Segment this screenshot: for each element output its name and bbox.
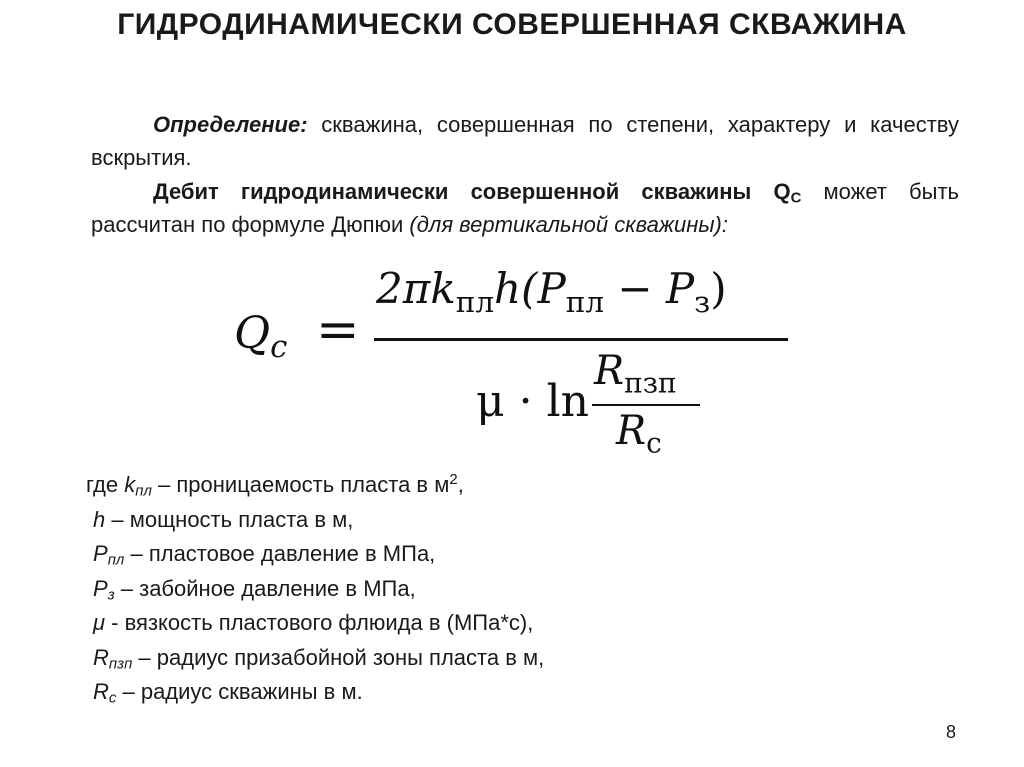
formula-num-d: ) bbox=[710, 264, 727, 313]
definition-text: – мощность пласта в м, bbox=[105, 506, 354, 532]
page-number: 8 bbox=[946, 722, 957, 742]
formula-ratio-den-sub: с bbox=[646, 426, 662, 460]
definition-sub: з bbox=[107, 586, 115, 604]
formula-num-b: h(P bbox=[494, 264, 566, 313]
definition-symbol: R bbox=[93, 679, 109, 704]
definition-symbol: P bbox=[93, 541, 108, 566]
definition-text: – радиус скважины в м. bbox=[116, 679, 363, 704]
formula-ratio-num-sub: пзп bbox=[624, 366, 677, 400]
variable-definitions bbox=[86, 468, 786, 710]
formula-ratio-bar bbox=[592, 404, 700, 406]
formula-numerator bbox=[376, 264, 727, 319]
definition-symbol: R bbox=[93, 644, 109, 670]
definition-text: – пластовое давление в МПа, bbox=[124, 541, 436, 566]
debit-bold-text: Дебит гидродинамически совершенной скважины Q bbox=[153, 179, 791, 204]
definition-text: скважина, совершенная по степени, характеру и качеству вскрытия. bbox=[91, 112, 959, 170]
definition-symbol: P bbox=[93, 575, 108, 601]
definition-row bbox=[86, 537, 786, 572]
definition-paragraph bbox=[91, 108, 959, 174]
definition-text: – проницаемость пласта в м bbox=[151, 472, 450, 497]
formula-num-a-sub: пл bbox=[455, 284, 495, 319]
debit-paragraph bbox=[91, 175, 959, 241]
debit-bold-sub: С bbox=[790, 189, 802, 207]
formula-num-c: − P bbox=[604, 264, 695, 313]
definition-prefix: где bbox=[86, 472, 125, 497]
definition-row bbox=[86, 572, 786, 607]
dupuit-formula bbox=[228, 260, 808, 470]
debit-text: может быть рассчитан по формуле Дюпюи bbox=[91, 179, 959, 237]
formula-ratio-den-symbol: R bbox=[616, 408, 647, 454]
formula-lhs bbox=[234, 308, 288, 366]
debit-italic-note: (для вертикальной скважины): bbox=[409, 212, 728, 237]
formula-num-a: 2πk bbox=[376, 264, 456, 313]
definition-text: – забойное давление в МПа, bbox=[114, 575, 416, 601]
definition-row bbox=[86, 503, 786, 538]
formula-equals: = bbox=[316, 300, 360, 360]
definition-symbol: k bbox=[124, 472, 136, 497]
definition-sup: 2 bbox=[449, 470, 458, 488]
formula-denominator: μ · ln bbox=[476, 376, 589, 427]
definition-sub: с bbox=[108, 689, 117, 707]
definition-row bbox=[86, 468, 786, 503]
formula-lhs-symbol: Q bbox=[234, 308, 271, 359]
formula-ratio-denominator bbox=[616, 408, 662, 460]
definition-sub: пл bbox=[107, 551, 125, 569]
definition-sub: пзп bbox=[108, 655, 133, 673]
definition-symbol: μ bbox=[93, 610, 106, 635]
definition-label: Определение: bbox=[153, 112, 308, 137]
formula-num-b-sub: пл bbox=[565, 284, 605, 319]
definition-symbol: h bbox=[93, 506, 106, 532]
definition-row bbox=[86, 641, 786, 676]
definition-text: - вязкость пластового флюида в (МПа*с), bbox=[105, 610, 534, 635]
formula-ratio-num-symbol: R bbox=[594, 348, 625, 394]
definition-sub: пл bbox=[135, 482, 152, 500]
page-title: ГИДРОДИНАМИЧЕСКИ СОВЕРШЕННАЯ СКВАЖИНА bbox=[117, 8, 907, 41]
formula-ratio-numerator bbox=[594, 348, 677, 400]
definition-row bbox=[86, 675, 786, 710]
formula-lhs-sub: c bbox=[270, 329, 288, 366]
definition-row bbox=[86, 606, 786, 641]
definition-tail: , bbox=[457, 472, 464, 497]
formula-num-c-sub: з bbox=[694, 284, 711, 319]
formula-fraction-bar bbox=[374, 338, 788, 341]
definition-text: – радиус призабойной зоны пласта в м, bbox=[132, 644, 545, 670]
